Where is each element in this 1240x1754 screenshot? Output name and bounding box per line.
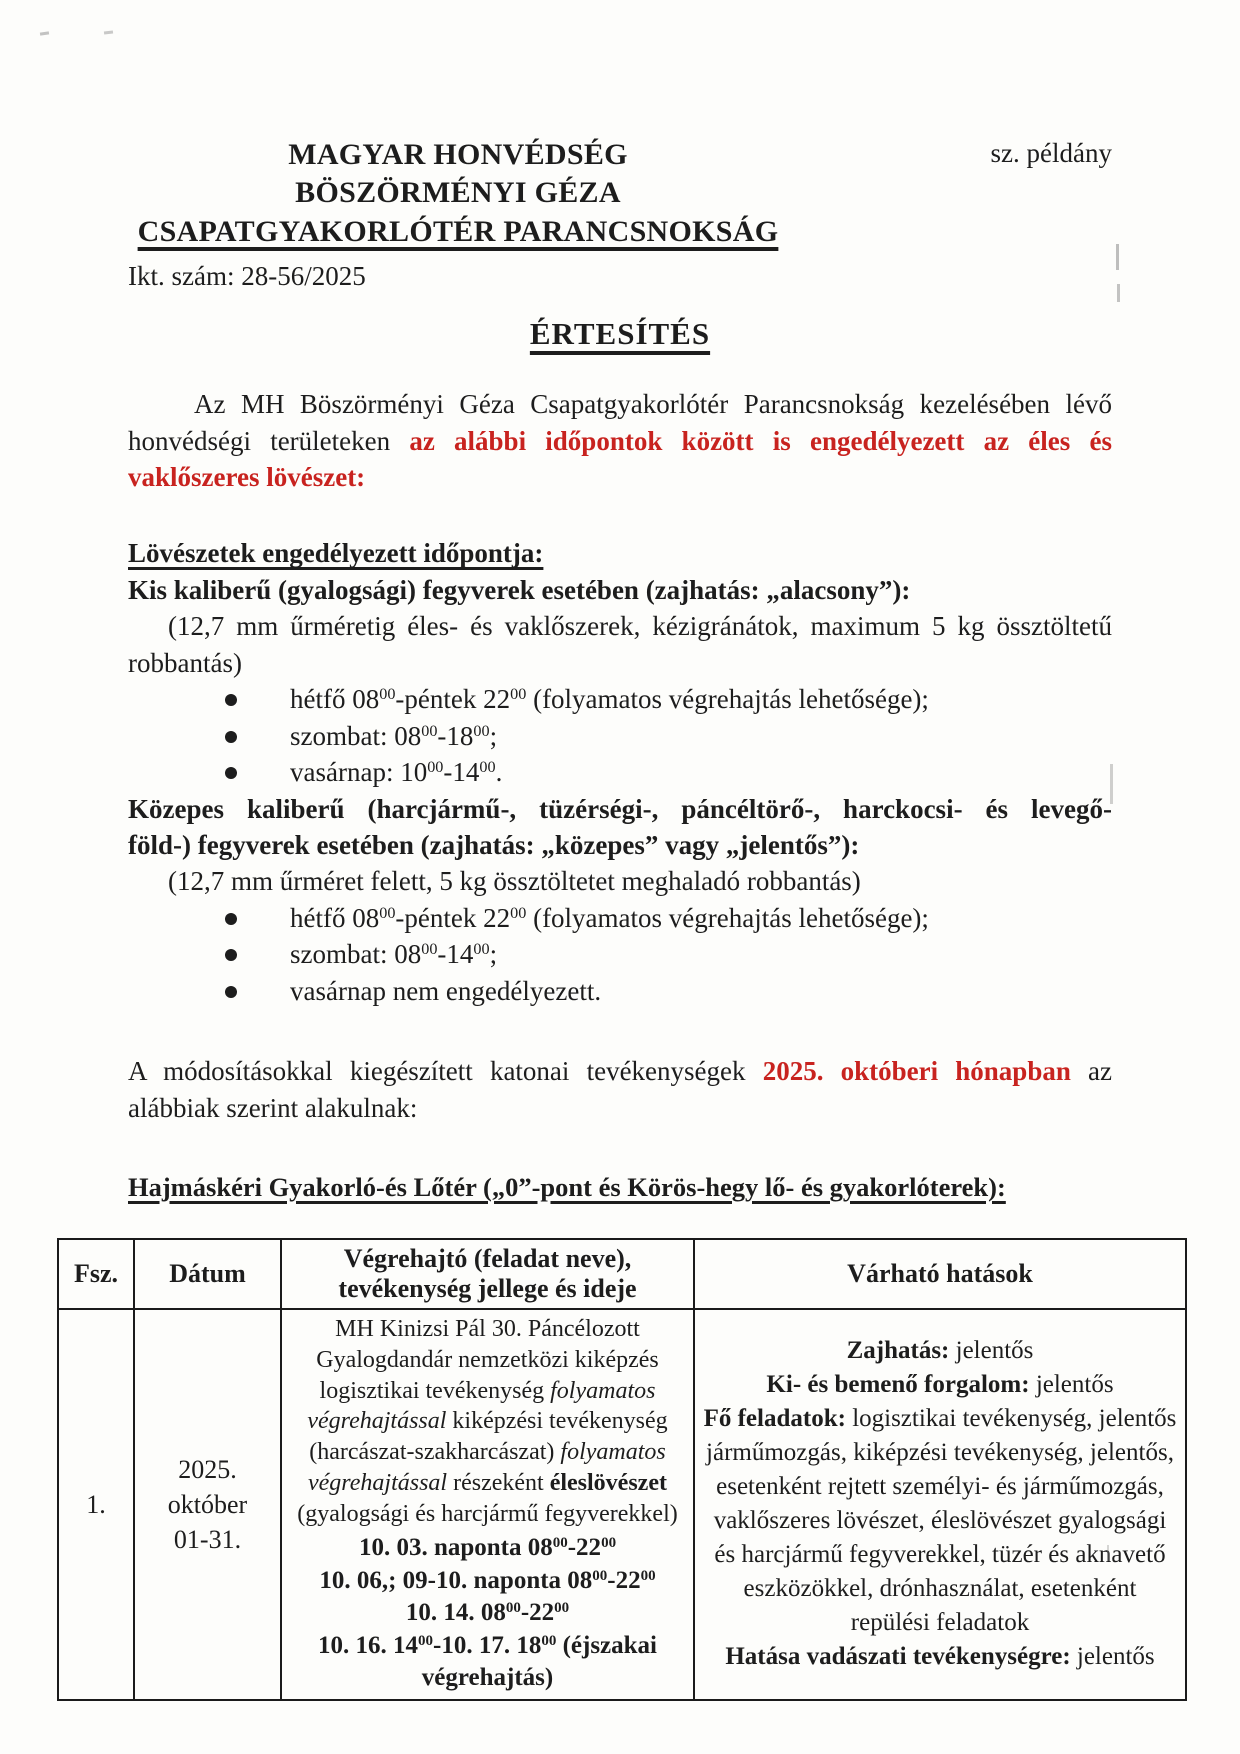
superscript: 00 xyxy=(505,1600,521,1617)
bullet-icon xyxy=(225,949,237,961)
bullet-text xyxy=(290,973,601,1009)
text-segment: 10. 03. naponta 08 xyxy=(358,1534,553,1562)
superscript: 00 xyxy=(592,1567,608,1584)
shooting-times-heading: Lövészetek engedélyezett időpontja: xyxy=(128,538,544,569)
superscript: 00 xyxy=(379,685,396,704)
text-segment: az alábbiak szerint alakulnak: xyxy=(128,1056,1112,1123)
text-segment-italic: folyamatos végrehajtással xyxy=(308,1439,666,1497)
letterhead-row xyxy=(0,0,1240,292)
medium-caliber-note: (12,7 mm űrméret felett, 5 kg össztöltetet meghaladó robbantás) xyxy=(168,866,861,897)
bullet-icon xyxy=(225,986,237,998)
superscript: 00 xyxy=(554,1600,570,1617)
date-line: október xyxy=(167,1489,248,1519)
text-segment: vasárnap nem engedélyezett. xyxy=(290,975,602,1006)
effect-line xyxy=(701,1640,1179,1674)
intro-text-black: Az MH Böszörményi Géza Csapatgyakorlótér Parancsnokság kezelésében lévő honvédségi területeken xyxy=(128,389,1112,456)
medium-caliber-bullet-list xyxy=(128,900,1112,1009)
small-caliber-heading: Kis kaliberű (gyalogsági) fegyverek esetében (zajhatás: „alacsony”): xyxy=(128,574,911,605)
text-segment: -péntek 22 xyxy=(395,902,511,933)
text-segment: MH Kinizsi Pál 30. Páncélozott Gyalogdandár nemzetközi kiképzés logisztikai tevékenység xyxy=(316,1315,659,1404)
superscript: 00 xyxy=(640,1567,656,1584)
bullet-item xyxy=(128,681,1112,717)
col-header-effects: Várható hatások xyxy=(694,1239,1186,1309)
text-segment: részeként xyxy=(447,1470,550,1497)
effect-line xyxy=(701,1334,1179,1368)
effect-line xyxy=(701,1368,1179,1402)
bullet-text xyxy=(290,900,929,936)
cell-expected-effects xyxy=(694,1309,1186,1700)
col-header-executor-line2: tevékenység jellege és ideje xyxy=(338,1273,637,1303)
superscript: 00 xyxy=(379,903,396,922)
activity-table xyxy=(57,1238,1187,1701)
superscript: 00 xyxy=(541,1632,557,1649)
medium-caliber-heading-line2: föld-) fegyverek esetében (zajhatás: „közepes” vagy „jelentős”): xyxy=(128,829,860,860)
bullet-icon xyxy=(225,913,237,925)
text-segment: (éjszakai végrehajtás) xyxy=(421,1631,657,1692)
schedule-line xyxy=(288,1532,687,1565)
text-segment: -péntek 22 xyxy=(395,684,511,715)
document-body xyxy=(0,386,1240,1701)
scan-artifact xyxy=(1116,244,1119,270)
reference-number: Ikt. szám: 28-56/2025 xyxy=(128,261,366,292)
text-segment: (folyamatos végrehajtás lehetősége); xyxy=(526,684,929,715)
schedule-line xyxy=(288,1565,687,1598)
small-caliber-note: (12,7 mm űrméretig éles- és vaklőszerek, kézigránátok, maximum 5 kg össztöltetű robbantás) xyxy=(128,611,1112,678)
org-name-line3: CSAPATGYAKORLÓTÉR PARANCSNOKSÁG xyxy=(137,214,779,248)
text-segment: . xyxy=(495,757,503,788)
text-segment: 10. 16. 14 xyxy=(318,1631,418,1659)
bullet-item xyxy=(128,900,1112,936)
bullet-text xyxy=(290,681,929,717)
effect-value: jelentős xyxy=(1070,1643,1155,1671)
text-segment: -22 xyxy=(567,1534,602,1562)
org-name-line2: BÖSZÖRMÉNYI GÉZA xyxy=(295,176,621,210)
org-name-line1: MAGYAR HONVÉDSÉG xyxy=(288,138,628,171)
bullet-icon xyxy=(225,694,237,706)
text-segment: -22 xyxy=(520,1599,555,1627)
superscript: 00 xyxy=(510,685,527,704)
bullet-item xyxy=(128,973,1112,1009)
text-segment: ; xyxy=(489,720,498,751)
text-segment: ; xyxy=(489,939,498,970)
text-segment: 10. 14. 08 xyxy=(405,1599,506,1627)
cell-executor xyxy=(281,1309,694,1700)
cell-serial-number: 1. xyxy=(58,1309,134,1700)
bullet-text xyxy=(290,718,497,754)
text-segment: -14 xyxy=(437,939,474,970)
text-segment: szombat: 08 xyxy=(290,720,422,751)
bullet-item xyxy=(128,754,1112,790)
bullet-item xyxy=(128,718,1112,754)
effect-label: Zajhatás: xyxy=(846,1337,950,1365)
intro-paragraph xyxy=(128,386,1112,495)
effect-value: logisztikai tevékenység, jelentős járműmozgás, kiképzési tevékenység, jelentős, esetenként rejtett személyi- és járműmozgás, vaklőszeres lövészet, éleslövészet gyalogsági és harcjármű fegyverekkel, tüzér és aknavető eszközökkel, drónhasználat, esetenként repülési feladatok xyxy=(706,1405,1177,1637)
superscript: 00 xyxy=(421,721,438,740)
document-title xyxy=(0,316,1240,352)
bullet-icon xyxy=(225,767,237,779)
modifications-month-red: 2025. októberi hónapban xyxy=(762,1056,1071,1087)
text-segment: szombat: 08 xyxy=(290,939,422,970)
text-segment: (gyalogsági és harcjármű fegyverekkel) xyxy=(297,1501,678,1528)
col-header-executor-line1: Végrehajtó (feladat neve), xyxy=(343,1243,632,1273)
text-segment: A módosításokkal kiegészített katonai tevékenységek xyxy=(128,1056,763,1087)
text-segment: -18 xyxy=(437,720,474,751)
bullet-icon xyxy=(225,731,237,743)
text-segment: 10. 06,; 09-10. naponta 08 xyxy=(319,1566,593,1594)
superscript: 00 xyxy=(552,1535,568,1552)
superscript: 00 xyxy=(427,758,444,777)
col-header-fsz: Fsz. xyxy=(58,1239,134,1309)
text-segment: kiképzési tevékenység (harcászat-szakharcászat) xyxy=(309,1408,668,1466)
date-line: 2025. xyxy=(178,1454,237,1484)
date-line: 01-31. xyxy=(173,1524,242,1554)
superscript: 00 xyxy=(418,1632,433,1649)
text-segment: (folyamatos végrehajtás lehetősége); xyxy=(526,902,929,933)
effect-value: jelentős xyxy=(1029,1371,1114,1399)
bullet-text xyxy=(290,936,497,972)
col-header-datum: Dátum xyxy=(134,1239,281,1309)
medium-caliber-heading-line1: Közepes kaliberű (harcjármű-, tüzérségi-, páncéltörő-, harckocsi- és levegő- xyxy=(128,793,1112,824)
superscript: 00 xyxy=(473,721,490,740)
table-header-row xyxy=(58,1239,1186,1309)
cell-date xyxy=(134,1309,281,1700)
text-segment: hétfő 08 xyxy=(290,684,380,715)
scan-artifact xyxy=(1110,764,1113,804)
copy-number-label: sz. példány xyxy=(990,138,1112,168)
executor-schedule xyxy=(288,1532,687,1695)
text-segment-bold: éleslövészet xyxy=(549,1470,667,1497)
effect-value: jelentős xyxy=(949,1337,1034,1365)
table-row xyxy=(58,1309,1186,1700)
text-segment: -10. 17. 18 xyxy=(433,1631,542,1659)
text-segment-italic: folyamatos végrehajtással xyxy=(307,1377,656,1435)
executor-description xyxy=(288,1314,687,1531)
effect-label: Ki- és bemenő forgalom: xyxy=(766,1371,1030,1399)
superscript: 00 xyxy=(421,940,438,959)
superscript: 00 xyxy=(473,940,490,959)
superscript: 00 xyxy=(510,903,527,922)
text-segment: hétfő 08 xyxy=(290,902,380,933)
schedule-line xyxy=(288,1630,687,1695)
letterhead xyxy=(128,136,788,292)
effect-line xyxy=(701,1402,1179,1640)
intro-text-red: az alábbi időpontok között is engedélyezett az éles és vaklőszeres lövészet: xyxy=(128,425,1112,493)
text-segment: -22 xyxy=(607,1566,641,1594)
scan-artifact xyxy=(1117,284,1120,302)
text-segment: vasárnap: 10 xyxy=(290,757,428,788)
bullet-text xyxy=(290,754,502,790)
small-caliber-bullet-list xyxy=(128,681,1112,790)
superscript: 00 xyxy=(479,758,496,777)
effect-label: Hatása vadászati tevékenységre: xyxy=(725,1643,1071,1671)
scan-artifact xyxy=(1107,1545,1109,1561)
range-heading: Hajmáskéri Gyakorló-és Lőtér („0”-pont és Körös-hegy lő- és gyakorlóterek): xyxy=(128,1172,1006,1203)
modifications-paragraph xyxy=(128,1053,1112,1126)
superscript: 00 xyxy=(601,1535,617,1552)
text-segment: -14 xyxy=(443,757,480,788)
col-header-executor xyxy=(281,1239,694,1309)
bullet-item xyxy=(128,936,1112,972)
document-title-text: ÉRTESÍTÉS xyxy=(529,316,711,352)
schedule-line xyxy=(288,1597,687,1630)
effect-label: Fő feladatok: xyxy=(703,1405,846,1433)
